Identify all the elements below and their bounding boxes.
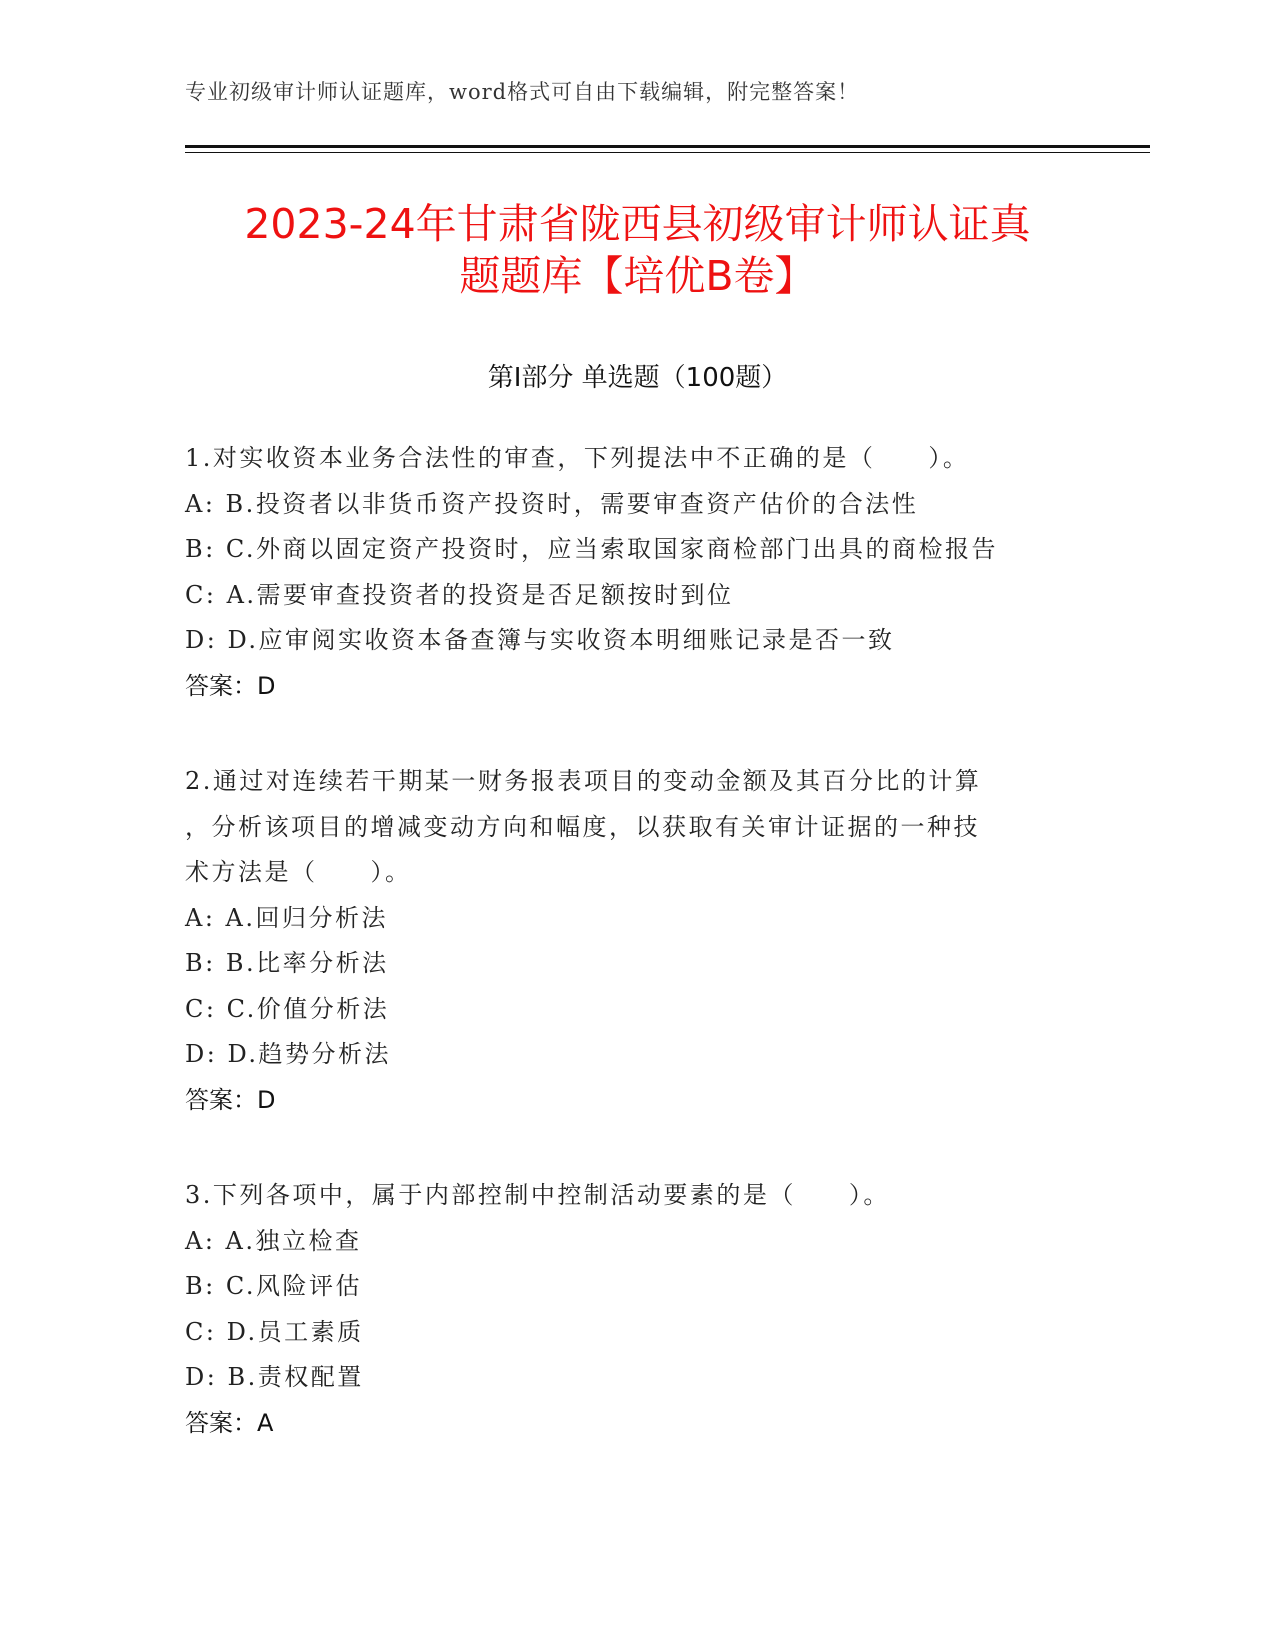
- question-3: [185, 1173, 1065, 1446]
- document-title-line-2: 题题库【培优B卷】: [459, 252, 816, 300]
- answer: 答案：D: [185, 1085, 276, 1114]
- question-stem: 术方法是（ ）。: [185, 858, 412, 886]
- document-title-line-1: 2023-24年甘肃省陇西县初级审计师认证真: [244, 200, 1031, 248]
- option-c: C: D.员工素质: [185, 1317, 364, 1346]
- option-d: D: D.趋势分析法: [185, 1040, 391, 1068]
- question-1: [185, 436, 1065, 709]
- question-stem: 1.对实收资本业务合法性的审查，下列提法中不正确的是（ ）。: [185, 444, 970, 472]
- option-c: C: A.需要审查投资者的投资是否足额按时到位: [185, 580, 734, 609]
- option-b: B: B.比率分析法: [185, 949, 389, 977]
- question-stem: 2.通过对连续若干期某一财务报表项目的变动金额及其百分比的计算: [185, 767, 982, 795]
- answer: 答案：A: [185, 1408, 274, 1437]
- option-a: A: A.回归分析法: [185, 903, 389, 932]
- option-a: A: A.独立检查: [185, 1226, 362, 1255]
- section-title: 第Ⅰ部分 单选题（100题）: [487, 363, 788, 393]
- header-rule-thin: [185, 152, 1150, 153]
- option-b: B: C.外商以固定资产投资时，应当索取国家商检部门出具的商检报告: [185, 535, 998, 563]
- header-note: 专业初级审计师认证题库，word格式可自由下载编辑，附完整答案！: [185, 80, 860, 104]
- option-a: A: B.投资者以非货币资产投资时，需要审查资产估价的合法性: [185, 489, 919, 518]
- option-b: B: C.风险评估: [185, 1272, 362, 1300]
- question-2: [185, 759, 1065, 1123]
- question-list: [185, 436, 1065, 1496]
- document-title: [120, 198, 1155, 302]
- question-stem: ，分析该项目的增减变动方向和幅度，以获取有关审计证据的一种技: [185, 812, 980, 841]
- option-d: D: D.应审阅实收资本备查簿与实收资本明细账记录是否一致: [185, 626, 895, 654]
- question-stem: 3.下列各项中，属于内部控制中控制活动要素的是（ ）。: [185, 1181, 890, 1209]
- option-c: C: C.价值分析法: [185, 994, 390, 1023]
- option-d: D: B.责权配置: [185, 1363, 364, 1391]
- answer: 答案：D: [185, 671, 276, 700]
- header-rule-thick: [185, 145, 1150, 148]
